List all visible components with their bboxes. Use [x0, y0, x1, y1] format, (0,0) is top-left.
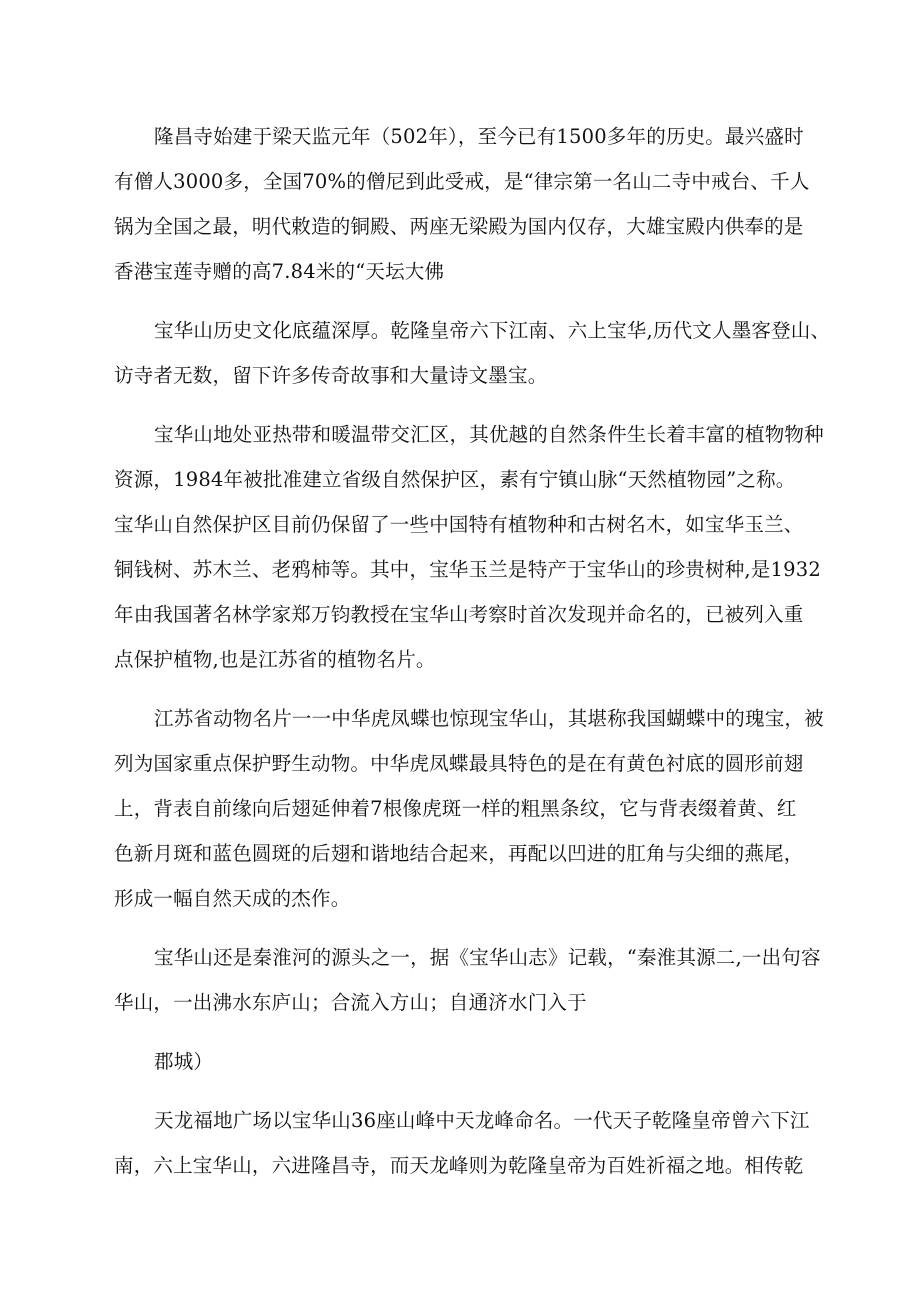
- text-line: 郡城）: [154, 1050, 214, 1073]
- text-line: 宝华山地处亚热带和暖温带交汇区，其优越的自然条件生长着丰富的植物物种: [154, 423, 824, 446]
- text-line: 铜钱树、苏木兰、老鸦柿等。其中，宝华玉兰是特产于宝华山的珍贵树种,是1932: [114, 558, 821, 581]
- text-line: 宝华山历史文化底蕴深厚。乾隆皇帝六下江南、六上宝华,历代文人墨客登山、: [154, 319, 831, 342]
- text-line: 资源，1984年被批准建立省级自然保护区，素有宁镇山脉“天然植物园”之称。: [114, 468, 796, 491]
- text-line: 香港宝莲寺赠的高7.84米的“天坛大佛: [114, 260, 445, 283]
- text-line: 列为国家重点保护野生动物。中华虎凤蝶最具特色的是在有黄色衬底的圆形前翅: [114, 752, 804, 775]
- text-line: 色新月斑和蓝色圆斑的后翅和谐地结合起来，再配以凹进的肛角与尖细的燕尾，: [114, 842, 804, 865]
- text-line: 隆昌寺始建于梁天监元年（502年），至今已有1500多年的历史。最兴盛时: [154, 125, 804, 148]
- text-line: 天龙福地广场以宝华山36座山峰中天龙峰命名。一代天子乾隆皇帝曾六下江: [154, 1109, 810, 1132]
- text-line: 宝华山还是秦淮河的源头之一，据《宝华山志》记载，“秦淮其源二,一出句容: [154, 946, 821, 969]
- text-line: 访寺者无数，留下许多传奇故事和大量诗文墨宝。: [114, 364, 548, 387]
- text-line: 华山，一出沸水东庐山；合流入方山；自通济水门入于: [114, 991, 587, 1014]
- text-line: 形成一幅自然天成的杰作。: [114, 887, 351, 910]
- text-line: 宝华山自然保护区目前仍保留了一些中国特有植物种和古树名木，如宝华玉兰、: [114, 513, 804, 536]
- text-line: 年由我国著名林学家郑万钧教授在宝华山考察时首次发现并命名的，已被列入重: [114, 603, 804, 626]
- text-line: 点保护植物,也是江苏省的植物名片。: [114, 648, 436, 671]
- text-line: 江苏省动物名片一一中华虎凤蝶也惊现宝华山，其堪称我国蝴蝶中的瑰宝，被: [154, 707, 824, 730]
- text-line: 上，背表自前缘向后翅延伸着7根像虎斑一样的粗黑条纹，它与背表缀着黄、红: [114, 797, 797, 820]
- text-line: 锅为全国之最，明代敕造的铜殿、两座无梁殿为国内仅存，大雄宝殿内供奉的是: [114, 215, 804, 238]
- text-line: 南，六上宝华山，六进隆昌寺，而天龙峰则为乾隆皇帝为百姓祈福之地。相传乾: [114, 1154, 804, 1177]
- text-line: 有僧人3000多，全国70%的僧尼到此受戒，是“律宗第一名山二寺中戒台、千人: [114, 170, 810, 193]
